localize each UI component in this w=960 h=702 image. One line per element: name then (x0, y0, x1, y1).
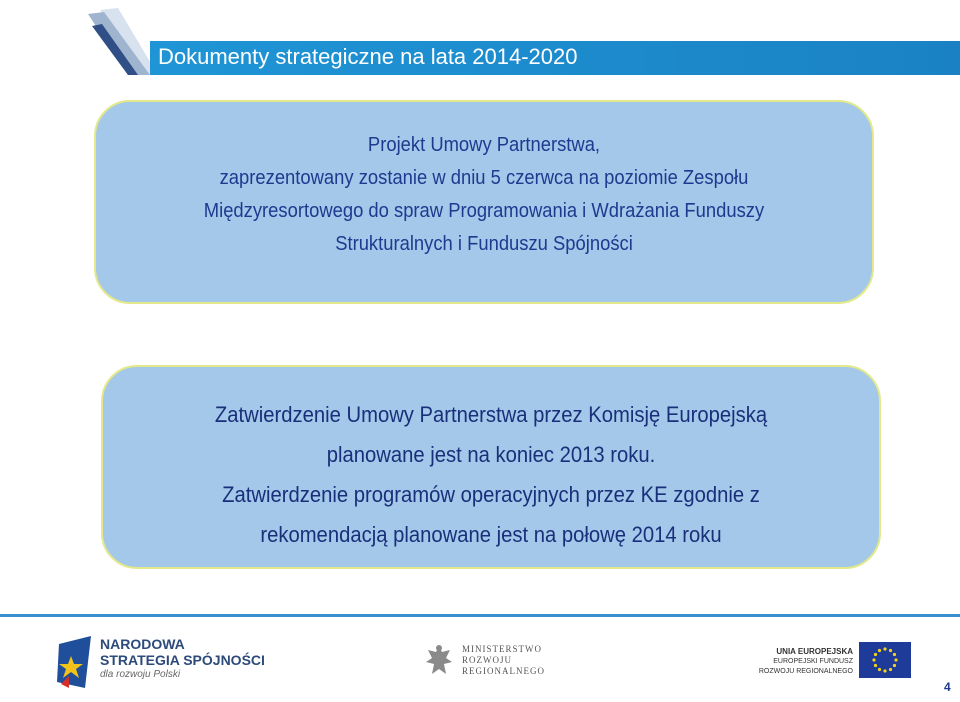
footer-divider (0, 614, 960, 617)
box1-line: Strukturalnych i Funduszu Spójności (335, 233, 633, 255)
eu-line3: ROZWOJU REGIONALNEGO (758, 668, 853, 675)
box2-line: Zatwierdzenie programów operacyjnych przez KE zgodnie z (222, 482, 760, 507)
mrr-line1: MINISTERSTWO (462, 644, 542, 654)
polish-eagle-icon (422, 642, 456, 682)
eu-flag-icon (859, 642, 911, 678)
nss-star-icon (55, 634, 95, 690)
mrr-line3: REGIONALNEGO (462, 666, 545, 676)
page-title: Dokumenty strategiczne na lata 2014-2020 (158, 44, 578, 69)
box1-line: Projekt Umowy Partnerstwa, (367, 134, 601, 156)
box2-line: planowane jest na koniec 2013 roku. (326, 442, 656, 467)
box1-line: zaprezentowany zostanie w dniu 5 czerwca na poziomie Zespołu (219, 167, 749, 189)
mrr-logo (422, 642, 552, 686)
nss-line2: STRATEGIA SPÓJNOŚCI (100, 652, 265, 668)
box2-line: rekomendacją planowane jest na połowę 2014 roku (260, 522, 722, 547)
box1-line: Międzyresortowego do spraw Programowania i Wdrażania Funduszy (203, 200, 765, 222)
nss-logo (55, 634, 265, 692)
mrr-line2: ROZWOJU (462, 655, 512, 665)
page-number: 4 (944, 680, 951, 694)
header-decoration (0, 0, 160, 80)
approval-timeline-box (101, 365, 881, 569)
eu-line2: EUROPEJSKI FUNDUSZ (773, 658, 853, 665)
nss-subtitle: dla rozwoju Polski (100, 669, 181, 680)
box2-line: Zatwierdzenie Umowy Partnerstwa przez Komisję Europejską (214, 402, 768, 427)
eu-logo (755, 642, 915, 686)
partnership-projection-box (94, 100, 874, 304)
nss-line1: NARODOWA (100, 636, 185, 652)
eu-line1: UNIA EUROPEJSKA (776, 647, 853, 656)
